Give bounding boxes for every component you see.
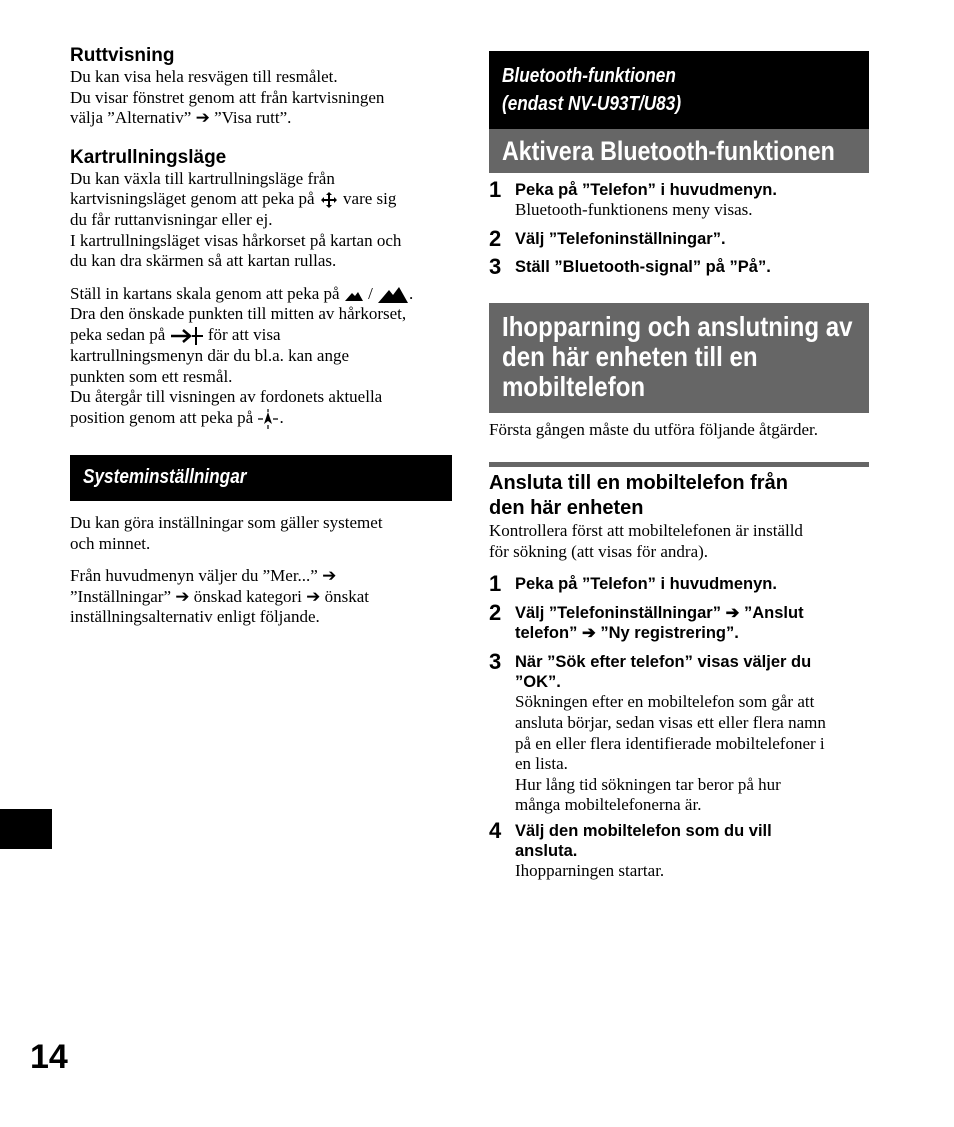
kartrullning-heading: Kartrullningsläge <box>70 146 227 168</box>
right-arrow-icon: ➔ <box>581 624 596 643</box>
small-mountain-icon <box>344 288 364 302</box>
ruttvisning-text: Du kan visa hela resvägen till resmålet. Du visar fönstret genom att från kartvisningen välja ”Alternativ” ➔ ”Visa rutt”. <box>70 67 385 128</box>
section-tab-marker <box>0 809 52 849</box>
aktivera-step-1: 1 Peka på ”Telefon” i huvudmenyn. Bluetooth-funktionens meny visas. <box>489 177 777 219</box>
ruttvisning-heading: Ruttvisning <box>70 45 175 66</box>
systeminstallningar-bar: Systeminställningar <box>70 455 452 501</box>
arrow-to-crosshair-icon <box>170 326 204 346</box>
vehicle-position-icon <box>257 409 279 429</box>
right-column <box>489 51 869 882</box>
ansluta-step-2: 2 Välj ”Telefoninställningar” ➔ ”Anslut telefon” ➔ ”Ny registrering”. <box>489 600 804 643</box>
page-number: 14 <box>30 1038 68 1076</box>
aktivera-bluetooth-bar: Aktivera Bluetooth-funktionen <box>489 129 869 173</box>
kartrullning-text: Du kan växla till kartrullningsläge från kartvisningsläget genom att peka på vare sig du får ruttanvisningar eller ej. I kartrullningsläget visas hårkorset på kartan och du kan dra skärmen så att kartan rullas. <box>70 168 402 271</box>
ansluta-step-1: 1 Peka på ”Telefon” i huvudmenyn. <box>489 571 777 597</box>
system-text-2: Från huvudmenyn väljer du ”Mer...” ➔ ”Inställningar” ➔ önskad kategori ➔ önskat inställningsalternativ enligt följande. <box>70 566 370 627</box>
bluetooth-section-bar: Bluetooth-funktionen (endast NV-U93T/U83) <box>489 51 869 129</box>
ihopparning-intro: Första gången måste du utföra följande åtgärder. <box>489 419 819 439</box>
ansluta-step-3: 3 När ”Sök efter telefon” visas väljer du ”OK”. Sökningen efter en mobiltelefon som går att ansluta börjar, sedan visas ett eller flera namn på en eller flera identifierade mobiltelefoner i en lista. Hur lång tid sökningen tar beror på hur många mobiltelefonerna är. <box>489 649 826 815</box>
aktivera-step-3: 3 Ställ ”Bluetooth-signal” på ”På”. <box>489 253 771 279</box>
left-column <box>70 45 452 628</box>
ansluta-intro: Kontrollera först att mobiltelefonen är inställd för sökning (att visas för andra). <box>489 521 803 561</box>
ansluta-heading: Ansluta till en mobiltelefon från den här enheten <box>489 472 788 520</box>
four-way-arrows-icon <box>319 191 339 209</box>
aktivera-step-2: 2 Välj ”Telefoninställningar”. <box>489 225 726 251</box>
ihopparning-bar: Ihopparning och anslutning av den här enheten till en mobiltelefon <box>489 303 869 413</box>
large-mountain-icon <box>377 286 409 304</box>
right-arrow-icon: ➔ <box>195 108 210 128</box>
kartrullning-text-2: Ställ in kartans skala genom att peka på / . Dra den önskade punkten till mitten av hårkorset, peka sedan på för att visa kartrullningsmenyn där du bl.a. kan ange punkten som ett resmål. Du återgår till visningen av fordonets aktuella position genom att peka på . <box>70 284 452 429</box>
right-arrow-icon: ➔ <box>306 586 321 606</box>
right-arrow-icon: ➔ <box>175 586 190 606</box>
right-arrow-icon: ➔ <box>322 566 337 586</box>
ansluta-step-4: 4 Välj den mobiltelefon som du vill ansluta. Ihopparningen startar. <box>489 817 772 880</box>
right-arrow-icon: ➔ <box>725 604 740 623</box>
system-text-1: Du kan göra inställningar som gäller systemet och minnet. <box>70 512 383 553</box>
